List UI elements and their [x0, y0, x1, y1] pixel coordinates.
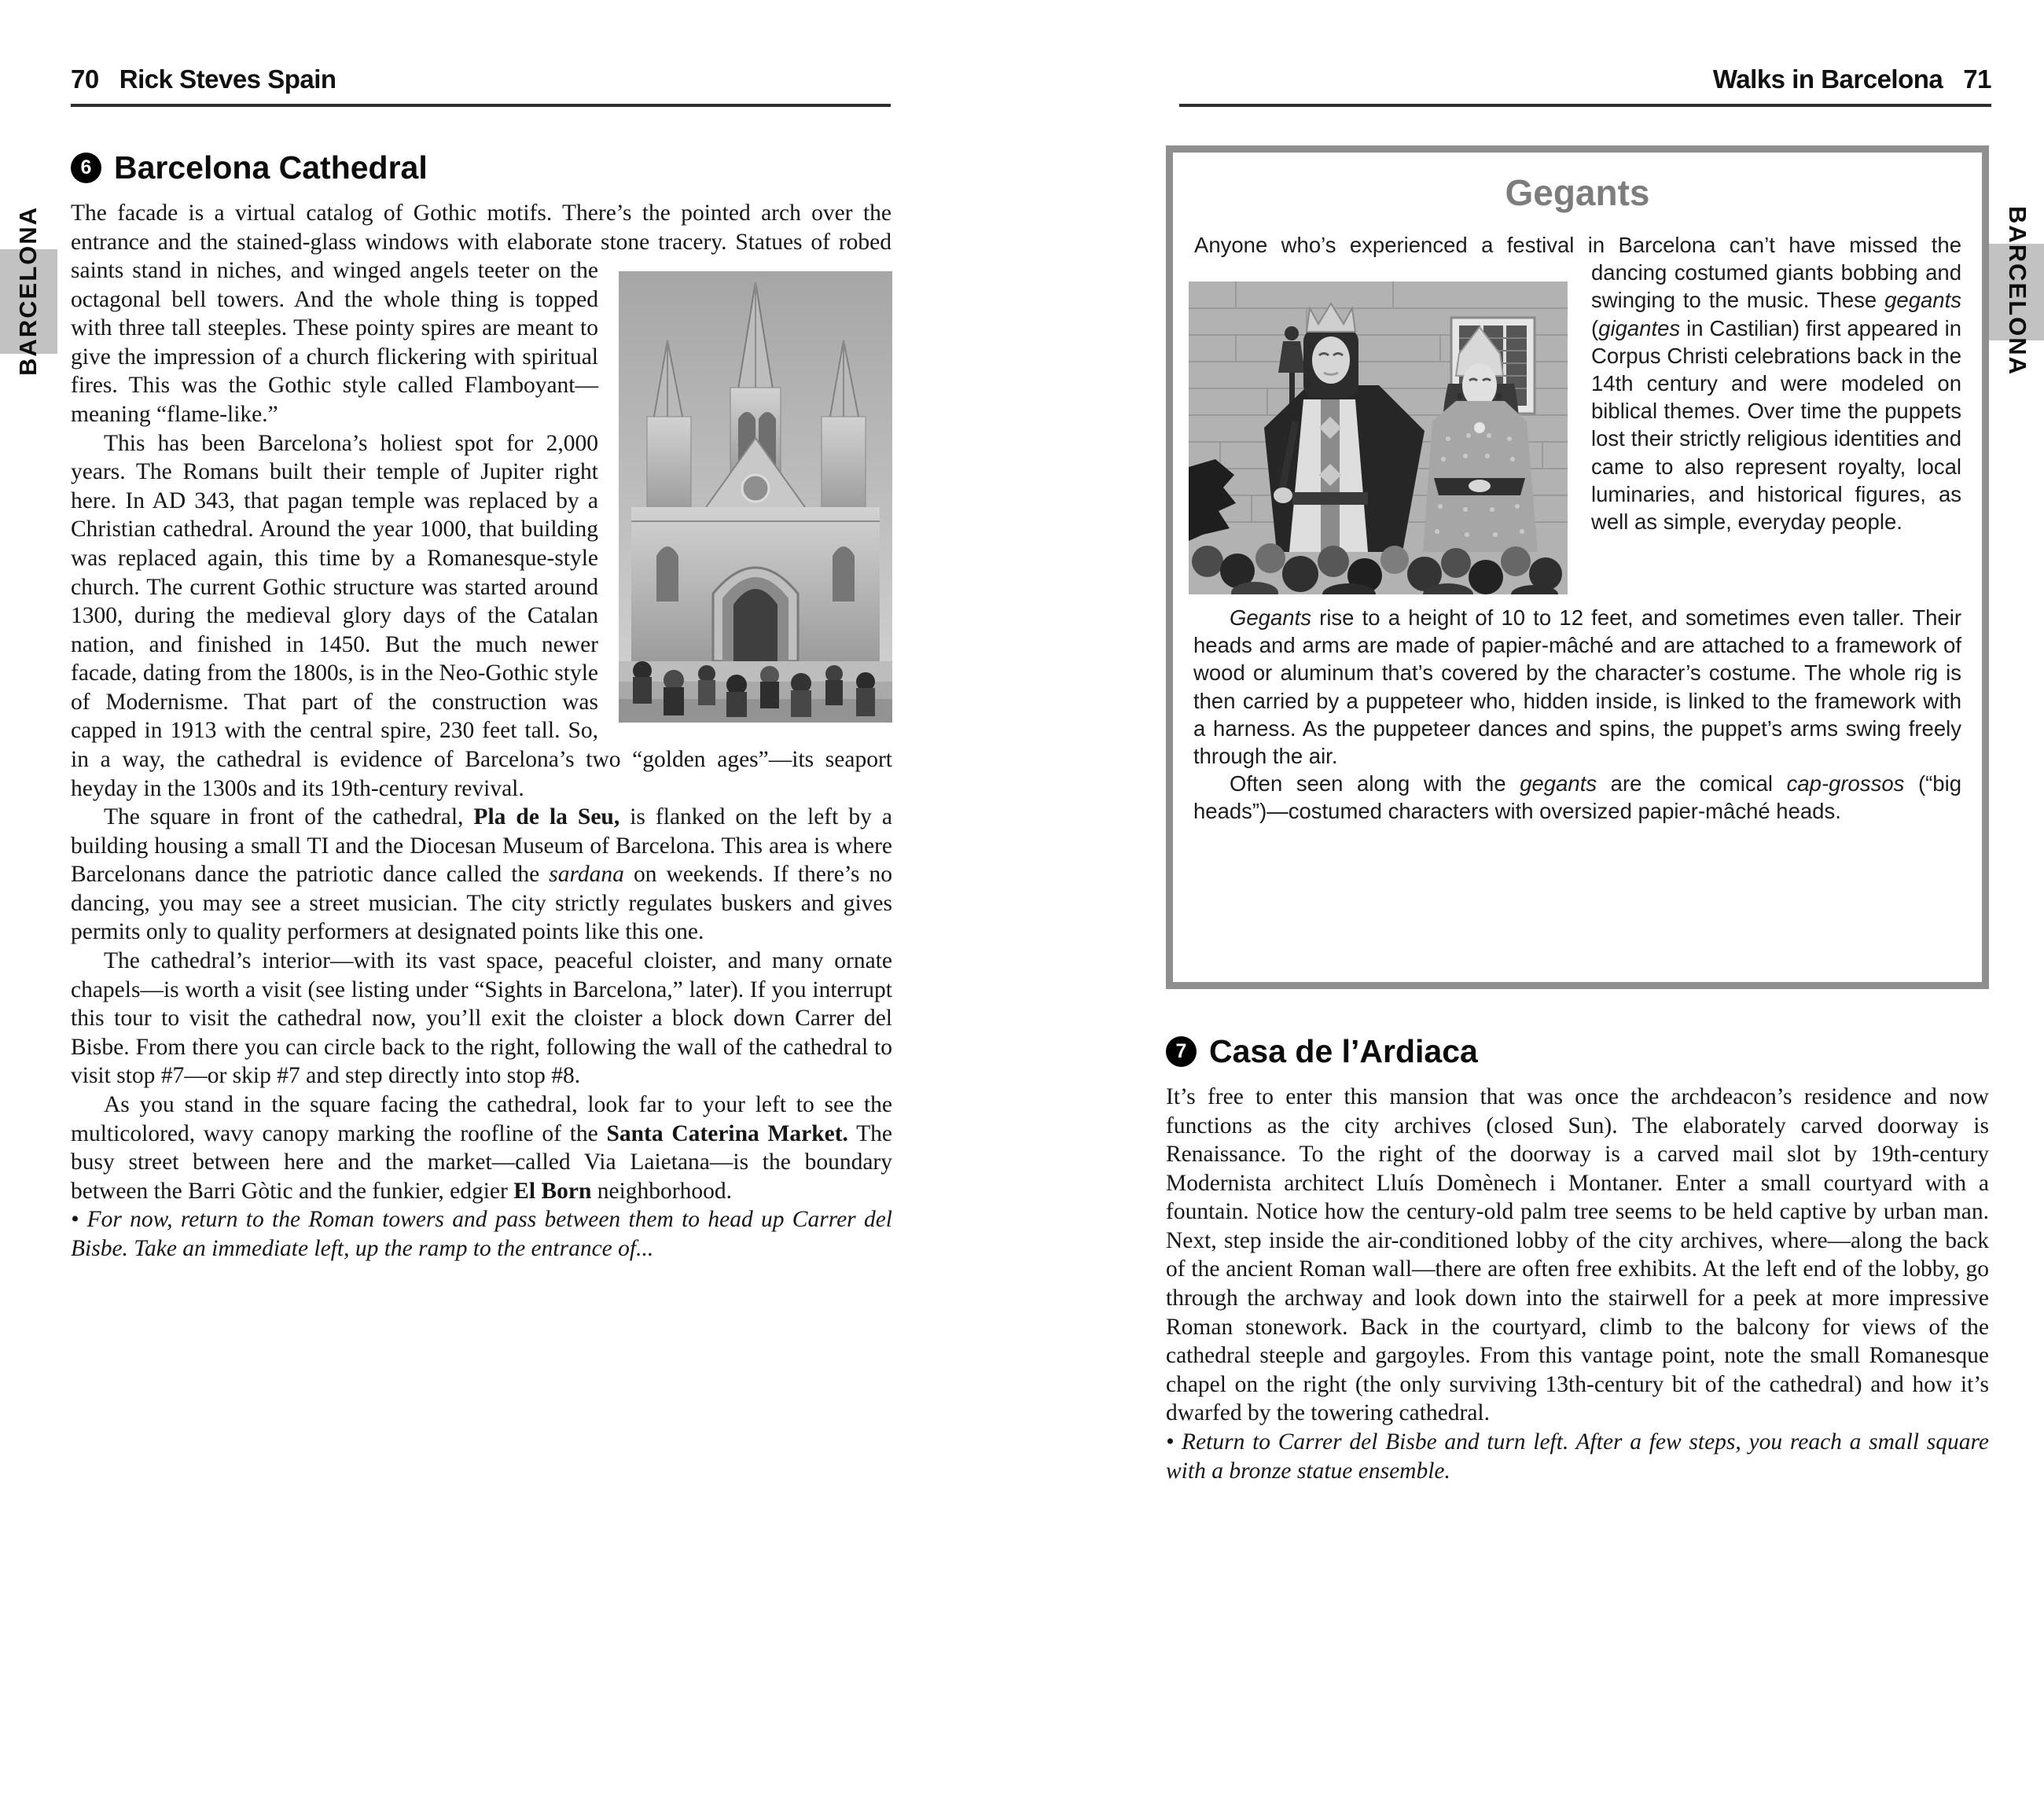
section-title: Barcelona Cathedral — [114, 149, 428, 186]
paragraph: As you stand in the square facing the cathedral, look far to your left to see the multicolored, wavy canopy marking the roofline of the Santa Caterina Market. The busy street between here and the market—called Via Laietana—is the boundary between the Barri Gòtic and the funkier, edgier El Born neighborhood. — [71, 1091, 892, 1204]
cathedral-photo-art — [619, 271, 892, 723]
float-spacer — [891, 199, 892, 271]
right-tab-barcelona: BARCELONA — [2004, 205, 2031, 377]
paragraph: Gegants rise to a height of 10 to 12 feet, and sometimes even taller. Their heads and arms are made of papier-mâché and are attached to a framework of wood or aluminum that’s covered by the character’s costume. The whole rig is then carried by a puppeteer who, hidden inside, is linked to the framework with a harness. As the puppeteer dances and spins, the puppet’s arms swing freely through the air. — [1193, 605, 1961, 768]
right-page-title: Walks in Barcelona — [1712, 64, 1943, 94]
stop-number-badge: 7 — [1166, 1036, 1197, 1067]
left-page-number: 70 — [71, 64, 99, 94]
stop-number-badge: 6 — [71, 153, 101, 183]
paragraph: Anyone who’s experienced a festival in Barcelona can’t have missed the dancing costumed giants bobbing and swinging to the music. These gegants (gigantes in Castilian) first appeared in Corpus Christi celebrations back in the 14th century and were modeled on biblical themes. Over time the puppets lost their strictly religious identities and came to also represent royalty, local luminaries, and historical figures, as well as simple, everyday people. — [1194, 233, 1961, 534]
paragraph: • Return to Carrer del Bisbe and turn left. After a few steps, you reach a small square with a bronze statue ensemble. — [1166, 1429, 1989, 1484]
left-header-rule — [71, 104, 891, 107]
gegants-text-flow — [1193, 231, 1961, 826]
paragraph: The square in front of the cathedral, Pla de la Seu, is flanked on the left by a building housing a small TI and the Diocesan Museum of Barcelona. This area is where Barcelonans dance the patriotic dance called the sardana on weekends. If there’s no dancing, you may see a street musician. The city strictly regulates buskers and gives permits only to quality performers at designated points like this one. — [71, 804, 892, 945]
left-page-column — [71, 149, 892, 1263]
section-title: Casa de l’Ardiaca — [1209, 1033, 1478, 1069]
right-page-header — [1179, 64, 1991, 94]
right-page-number: 71 — [1963, 64, 1991, 94]
right-header-rule — [1179, 104, 1991, 107]
section-heading-casa-ardiaca — [1166, 1033, 1989, 1070]
cathedral-text-flow — [71, 199, 892, 1263]
sidebar-box-title: Gegants — [1505, 172, 1650, 213]
paragraph: Often seen along with the gegants are the comical cap-grossos (“big heads”)—costumed characters with oversized papier-mâché heads. — [1193, 771, 1961, 824]
right-page-column — [1166, 145, 1989, 1485]
left-page-title: Rick Steves Spain — [119, 64, 336, 94]
paragraph: The cathedral’s interior—with its vast space, peaceful cloister, and many ornate chapels—is worth a visit (see listing under “Sights in Barcelona,” later). If you interrupt this tour to visit the cathedral now, you’ll exit the cloister a block down Carrer del Bisbe. From there you can circle back to the right, following the wall of the cathedral to visit stop #7—or skip #7 and step directly into stop #8. — [71, 948, 892, 1089]
gegants-photo-art — [1189, 281, 1568, 594]
section-heading-barcelona-cathedral — [71, 149, 892, 186]
paragraph: This has been Barcelona’s holiest spot for 2,000 years. The Romans built their temple of Jupiter right here. In AD 343, that pagan temple was replaced by a Christian cathedral. Around the year 1000, that building was replaced again, this time by a Romanesque-style church. The current Gothic structure was started around 1300, during the medieval glory days of the Catalan nation, and finished in 1450. But the much newer facade, dating from the 1800s, is in the Neo-Gothic style of Modernisme. That part of the construction was capped in 1913 with the central spire, 230 feet tall. So, in a way, the cathedral is evidence of Barcelona’s two “golden ages”—its seaport heyday in the 1300s and its 19th-century revival. — [71, 430, 892, 801]
gegants-photo — [1189, 281, 1568, 594]
gegants-sidebar-box — [1166, 145, 1989, 989]
left-page-header — [71, 64, 336, 94]
paragraph: The facade is a virtual catalog of Gothic motifs. There’s the pointed arch over the entrance and the stained-glass windows with elaborate stone tracery. Statues of robed saints stand in niches, and winged angels teeter on the octagonal bell towers. And the whole thing is topped with three tall steeples. These pointy spires are meant to give the impression of a church flickering with spiritual fires. This was the Gothic style called Flamboyant—meaning “flame-like.” — [71, 200, 891, 428]
casa-ardiaca-paragraphs — [1166, 1083, 1989, 1485]
left-tab-barcelona: BARCELONA — [14, 205, 42, 377]
paragraph: • For now, return to the Roman towers and pass between them to head up Carrer del Bisbe. Take an immediate left, up the ramp to the entrance of... — [71, 1207, 892, 1261]
paragraph: It’s free to enter this mansion that was once the archdeacon’s residence and now functions as the city archives (closed Sun). The elaborately carved doorway is Renaissance. To the right of the doorway is a carved mail slot by 19th-century Modernista architect Lluís Domènech i Montaner. Enter a small courtyard with a fountain. Notice how the century-old palm tree seems to be held captive by urban man. Next, step inside the air-conditioned lobby of the city archives, where—along the back of the ancient Roman wall—there are often free exhibits. At the left end of the lobby, go through the archway and look down into the stairwell for a peek at more impressive Roman stonework. Back in the courtyard, climb to the balcony for views of the cathedral steeple and gargoyles. From this vantage point, note the small Romanesque chapel on the right (the only surviving 13th-century bit of the cathedral) and how it’s dwarfed by the towering cathedral. — [1166, 1084, 1989, 1426]
cathedral-photo — [619, 271, 892, 723]
